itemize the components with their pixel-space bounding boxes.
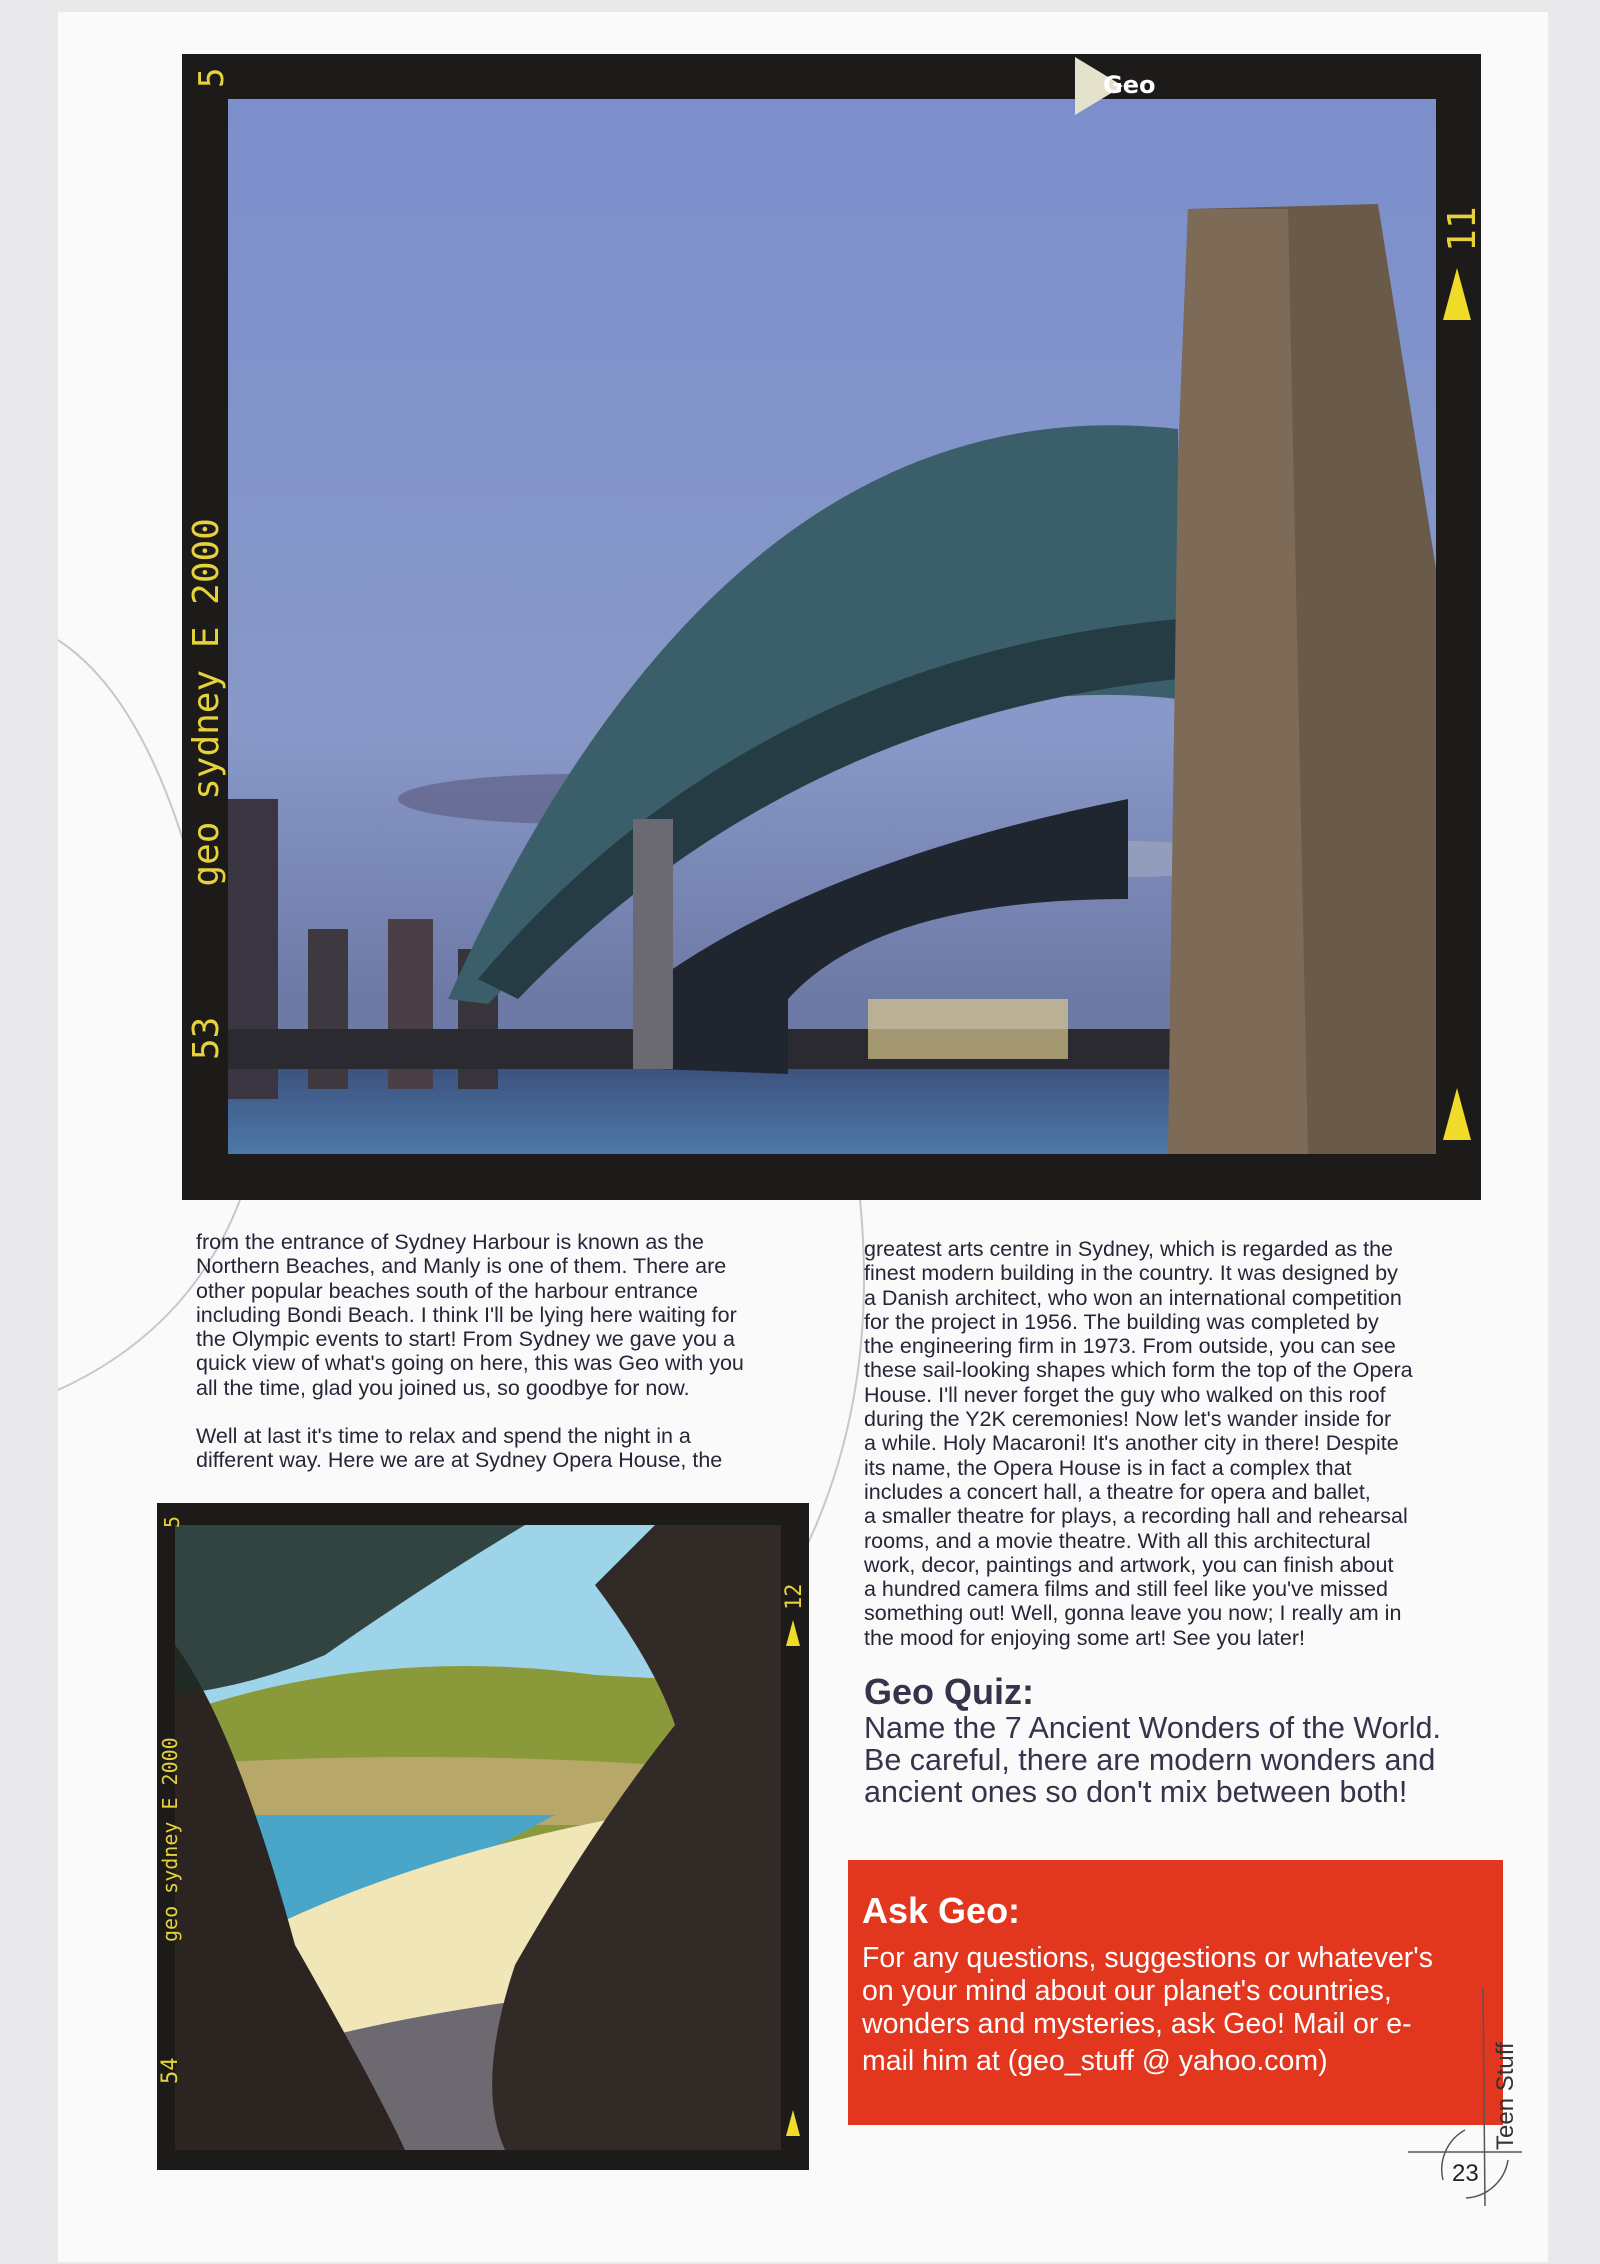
ask-geo-box: Ask Geo: For any questions, suggestions or whatever's on your mind about our planet's countries, wonders and mysteries, ask Geo! Mail or e- mail him at (geo_stuff @ yahoo.com) <box>848 1860 1503 2125</box>
section-label: Teen Stuff <box>1492 2042 1519 2150</box>
text-line: a smaller theatre for plays, a recording hall and rehearsal <box>864 1504 1408 1529</box>
text-line: greatest arts centre in Sydney, which is regarded as the <box>864 1237 1394 1261</box>
harbour-bridge-photo <box>228 99 1436 1154</box>
right-column-text <box>864 1237 1413 1650</box>
film-edge-label <box>186 518 227 1060</box>
film-edge-label: geo sydney E 2000 <box>158 1737 182 1942</box>
text-line: a while. Holy Macaroni! It's another city in there! Despite <box>864 1431 1399 1456</box>
contact-email: mail him at (geo_stuff @ yahoo.com) <box>862 2045 1328 2077</box>
frame-number-bottom: 54 <box>158 2057 183 2084</box>
film-marker-triangle-icon <box>1443 268 1471 320</box>
text-line: work, decor, paintings and artwork, you can finish about <box>864 1552 1394 1577</box>
text-line: something out! Well, gonna leave you now; I really am in <box>864 1601 1402 1626</box>
geo-tag: Geo <box>1075 57 1123 115</box>
geo-quiz: Geo Quiz: Name the 7 Ancient Wonders of the World. Be careful, there are modern wonders and ancient ones so don't mix between both! <box>864 1671 1441 1809</box>
text-line: its name, the Opera House is in fact a complex that <box>864 1455 1352 1480</box>
beach-photo <box>175 1525 781 2150</box>
text-line: includes a concert hall, a theatre for opera and ballet, <box>864 1479 1371 1504</box>
text-line: during the Y2K ceremonies! Now let's wander inside for <box>864 1407 1392 1432</box>
geo-quiz-title: Geo Quiz: <box>864 1671 1034 1712</box>
page-number: 23 <box>1452 2160 1479 2187</box>
frame-number-bottom: 53 <box>186 1016 227 1060</box>
page-number-crosshair <box>1400 1980 1580 2240</box>
film-marker-triangle-icon <box>786 1620 800 1646</box>
frame-number-right: 12 <box>782 1583 807 1610</box>
text-line: finest modern building in the country. It was designed by <box>864 1261 1398 1286</box>
text-line: a hundred camera films and still feel like you've missed <box>864 1577 1388 1602</box>
frame-number-top: 5 <box>192 67 232 88</box>
film-marker-triangle-icon <box>786 2110 800 2136</box>
text-line: the engineering firm in 1973. From outside, you can see <box>864 1334 1396 1359</box>
left-column-text: from the entrance of Sydney Harbour is known as the Northern Beaches, and Manly is one of them. There are other popular beaches south of the harbour entrance including Bondi Beach. I think I'll be lying here waiting for the Olympic events to start! From Sydney we gave you a quick view of what's going on here, this was Geo with you all the time, glad you joined us, so goodbye for now. Well at last it's time to relax and spend the night in a different way. Here we are at Sydney Opera House, the <box>196 1230 744 1473</box>
text-line: rooms, and a movie theatre. With all this architectural <box>864 1528 1371 1553</box>
ask-geo-title: Ask Geo: <box>862 1890 1021 1931</box>
text-line: House. I'll never forget the guy who walked on this roof <box>864 1382 1386 1407</box>
frame-number-top: 5 <box>160 1515 184 1528</box>
text-line: a Danish architect, who won an international competition <box>864 1285 1402 1310</box>
frame-number-right: 11 <box>1440 206 1484 252</box>
edge-label-text: geo sydney E 2000 <box>186 518 227 887</box>
text-line: for the project in 1956. The building was completed by <box>864 1309 1379 1334</box>
text-line: these sail-looking shapes which form the top of the Opera <box>864 1358 1413 1383</box>
text-line: the mood for enjoying some art! See you later! <box>864 1625 1305 1650</box>
film-marker-triangle-icon <box>1443 1088 1471 1140</box>
